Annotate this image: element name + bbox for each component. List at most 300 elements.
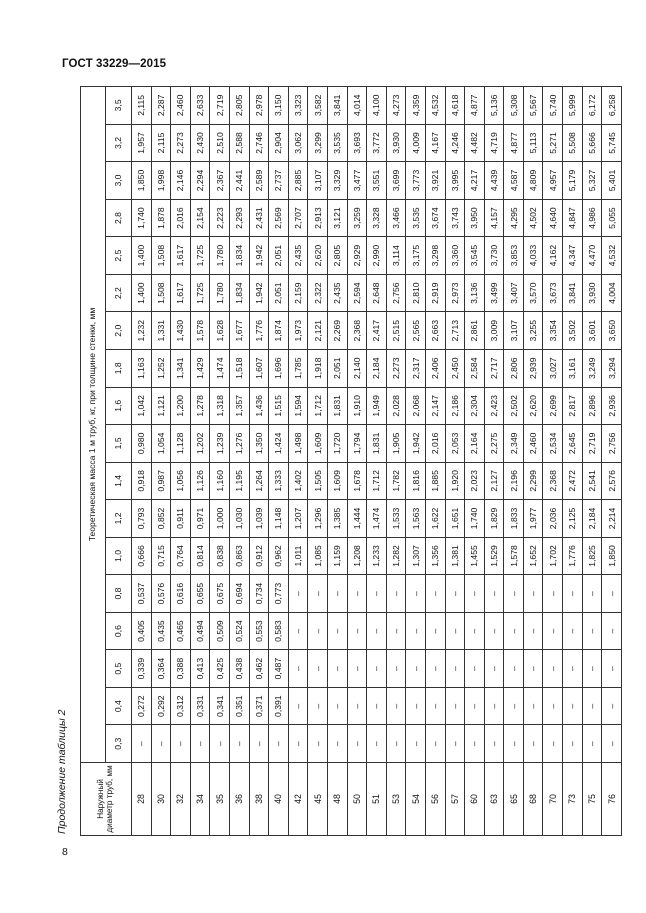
mass-cell: 1,725: [190, 237, 210, 275]
mass-cell: 1,533: [386, 500, 406, 538]
mass-cell: 3,841: [327, 87, 347, 125]
mass-cell: 2,565: [406, 312, 426, 350]
mass-cell: 1,529: [484, 537, 504, 575]
mass-cell: 2,053: [445, 425, 465, 463]
diameter-cell: 32: [171, 763, 191, 836]
mass-cell: 1,429: [190, 349, 210, 387]
mass-cell: 1,578: [504, 537, 524, 575]
mass-cell: 0,339: [132, 650, 152, 688]
mass-cell: –: [523, 575, 543, 613]
mass-cell: 2,154: [190, 199, 210, 237]
mass-cell: 2,936: [602, 387, 622, 425]
mass-cell: 1,385: [327, 500, 347, 538]
mass-cell: 4,009: [406, 124, 426, 162]
table-row: [504, 87, 524, 836]
mass-cell: 2,594: [347, 274, 367, 312]
mass-cell: 3,477: [347, 162, 367, 200]
mass-cell: –: [543, 612, 563, 650]
mass-cell: –: [132, 725, 152, 763]
mass-cell: 2,036: [543, 500, 563, 538]
table-row: [327, 87, 347, 836]
mass-cell: 0,734: [249, 575, 269, 613]
mass-cell: –: [288, 725, 308, 763]
mass-cell: 4,162: [543, 237, 563, 275]
mass-cell: 3,107: [504, 312, 524, 350]
mass-cell: –: [288, 612, 308, 650]
thickness-header: 0,3: [106, 725, 132, 763]
mass-cell: 4,587: [504, 162, 524, 200]
mass-cell: 2,645: [563, 425, 583, 463]
mass-cell: –: [406, 575, 426, 613]
mass-cell: 1,973: [288, 312, 308, 350]
mass-table: [80, 86, 622, 836]
mass-cell: 1,121: [151, 387, 171, 425]
mass-cell: –: [602, 575, 622, 613]
table-row: [425, 87, 445, 836]
mass-cell: 1,885: [425, 462, 445, 500]
thickness-header: 1,8: [106, 349, 132, 387]
mass-cell: 2,223: [210, 199, 230, 237]
diameter-cell: 73: [563, 763, 583, 836]
mass-cell: –: [563, 725, 583, 763]
mass-cell: –: [582, 725, 602, 763]
mass-cell: 0,838: [210, 537, 230, 575]
mass-cell: 2,431: [249, 199, 269, 237]
mass-cell: 0,911: [171, 500, 191, 538]
mass-cell: 2,929: [347, 237, 367, 275]
mass-cell: 2,534: [543, 425, 563, 463]
mass-cell: 1,850: [602, 537, 622, 575]
mass-cell: 2,584: [465, 349, 485, 387]
mass-cell: 4,640: [543, 199, 563, 237]
table-row: [523, 87, 543, 836]
mass-cell: 3,175: [406, 237, 426, 275]
mass-cell: 0,388: [171, 650, 191, 688]
mass-cell: 3,407: [504, 274, 524, 312]
mass-cell: 2,510: [210, 124, 230, 162]
mass-cell: 3,150: [269, 87, 289, 125]
mass-cell: 1,000: [210, 500, 230, 538]
mass-cell: 2,016: [425, 425, 445, 463]
diameter-cell: 34: [190, 763, 210, 836]
mass-cell: –: [465, 650, 485, 688]
mass-cell: 2,699: [543, 387, 563, 425]
mass-cell: 2,541: [582, 462, 602, 500]
table-row: [151, 87, 171, 836]
mass-cell: –: [602, 612, 622, 650]
thickness-header: 1,2: [106, 500, 132, 538]
table-row: [210, 87, 230, 836]
mass-cell: –: [582, 650, 602, 688]
mass-cell: 6,172: [582, 87, 602, 125]
mass-cell: 2,304: [465, 387, 485, 425]
mass-cell: 2,115: [151, 124, 171, 162]
mass-cell: 3,466: [386, 199, 406, 237]
mass-cell: –: [386, 575, 406, 613]
mass-cell: 1,042: [132, 387, 152, 425]
mass-cell: 1,780: [210, 237, 230, 275]
mass-cell: –: [406, 612, 426, 650]
diameter-cell: 75: [582, 763, 602, 836]
mass-cell: –: [425, 687, 445, 725]
mass-cell: –: [445, 650, 465, 688]
mass-cell: –: [543, 725, 563, 763]
mass-cell: 4,100: [367, 87, 387, 125]
mass-cell: 2,115: [132, 87, 152, 125]
mass-cell: 3,323: [288, 87, 308, 125]
mass-cell: 3,329: [327, 162, 347, 200]
mass-cell: –: [269, 725, 289, 763]
mass-cell: 2,417: [367, 312, 387, 350]
mass-cell: 1,233: [367, 537, 387, 575]
mass-cell: 1,794: [347, 425, 367, 463]
mass-cell: 2,125: [563, 500, 583, 538]
mass-cell: 2,588: [229, 124, 249, 162]
mass-cell: 0,438: [229, 650, 249, 688]
mass-cell: 1,202: [190, 425, 210, 463]
mass-cell: 4,877: [465, 87, 485, 125]
mass-cell: 1,712: [367, 462, 387, 500]
mass-cell: –: [386, 650, 406, 688]
mass-cell: 1,436: [249, 387, 269, 425]
mass-cell: 6,258: [602, 87, 622, 125]
mass-cell: –: [386, 687, 406, 725]
mass-cell: 0,537: [132, 575, 152, 613]
mass-cell: 1,834: [229, 237, 249, 275]
mass-cell: 1,515: [269, 387, 289, 425]
mass-cell: 3,950: [465, 199, 485, 237]
mass-cell: 5,745: [602, 124, 622, 162]
mass-cell: 2,147: [425, 387, 445, 425]
mass-cell: –: [465, 687, 485, 725]
mass-cell: 0,364: [151, 650, 171, 688]
mass-cell: 3,009: [484, 312, 504, 350]
mass-cell: 1,740: [465, 500, 485, 538]
mass-cell: 2,719: [582, 425, 602, 463]
mass-cell: 1,594: [288, 387, 308, 425]
mass-cell: 4,470: [582, 237, 602, 275]
mass-cell: 2,423: [484, 387, 504, 425]
mass-cell: 1,942: [406, 425, 426, 463]
table-row: [582, 87, 602, 836]
mass-cell: 2,502: [504, 387, 524, 425]
mass-cell: 3,027: [543, 349, 563, 387]
mass-cell: 3,570: [523, 274, 543, 312]
mass-cell: 0,814: [190, 537, 210, 575]
thickness-header: 0,4: [106, 687, 132, 725]
mass-cell: 1,651: [445, 500, 465, 538]
mass-cell: 2,184: [367, 349, 387, 387]
table-row: [190, 87, 210, 836]
mass-cell: 3,551: [367, 162, 387, 200]
table-row: [367, 87, 387, 836]
mass-cell: 1,617: [171, 237, 191, 275]
mass-cell: 2,322: [308, 274, 328, 312]
mass-cell: –: [563, 687, 583, 725]
thickness-header: 2,2: [106, 274, 132, 312]
mass-cell: 1,200: [171, 387, 191, 425]
mass-cell: –: [406, 687, 426, 725]
mass-cell: 0,980: [132, 425, 152, 463]
mass-cell: 3,107: [308, 162, 328, 200]
mass-cell: 3,841: [563, 274, 583, 312]
mass-cell: 2,068: [406, 387, 426, 425]
mass-cell: –: [288, 650, 308, 688]
mass-cell: 2,620: [523, 387, 543, 425]
mass-cell: –: [367, 650, 387, 688]
mass-cell: 2,146: [171, 162, 191, 200]
mass-cell: –: [308, 575, 328, 613]
mass-cell: 3,299: [308, 124, 328, 162]
mass-cell: 2,707: [288, 199, 308, 237]
diameter-cell: 56: [425, 763, 445, 836]
mass-cell: 2,164: [465, 425, 485, 463]
mass-cell: –: [445, 612, 465, 650]
mass-cell: 3,259: [347, 199, 367, 237]
mass-cell: 1,977: [523, 500, 543, 538]
mass-cell: 4,347: [563, 237, 583, 275]
mass-cell: 1,677: [229, 312, 249, 350]
thickness-header: 2,8: [106, 199, 132, 237]
mass-cell: 2,717: [484, 349, 504, 387]
mass-cell: –: [484, 687, 504, 725]
mass-cell: 3,161: [563, 349, 583, 387]
mass-cell: 0,764: [171, 537, 191, 575]
mass-cell: 2,406: [425, 349, 445, 387]
mass-cell: –: [445, 575, 465, 613]
mass-cell: 2,184: [582, 500, 602, 538]
mass-cell: 1,609: [327, 462, 347, 500]
mass-cell: 2,990: [367, 237, 387, 275]
mass-cell: 4,295: [504, 199, 524, 237]
mass-cell: –: [425, 612, 445, 650]
mass-cell: 3,298: [425, 237, 445, 275]
mass-cell: 1,910: [347, 387, 367, 425]
mass-cell: 1,942: [249, 237, 269, 275]
mass-cell: 3,699: [386, 162, 406, 200]
mass-cell: 0,391: [269, 687, 289, 725]
mass-cell: –: [406, 725, 426, 763]
mass-cell: 2,737: [269, 162, 289, 200]
mass-cell: 1,949: [367, 387, 387, 425]
table-row: [288, 87, 308, 836]
mass-cell: 0,694: [229, 575, 249, 613]
mass-cell: 2,186: [445, 387, 465, 425]
mass-cell: 2,817: [563, 387, 583, 425]
mass-cell: 0,971: [190, 500, 210, 538]
mass-cell: 1,617: [171, 274, 191, 312]
mass-cell: 4,502: [523, 199, 543, 237]
mass-cell: 0,655: [190, 575, 210, 613]
mass-cell: 5,567: [523, 87, 543, 125]
mass-cell: 1,207: [288, 500, 308, 538]
mass-cell: 0,553: [249, 612, 269, 650]
table-row: [347, 87, 367, 836]
mass-cell: 2,435: [288, 237, 308, 275]
mass-cell: 3,535: [327, 124, 347, 162]
header-row-main: [81, 87, 106, 836]
mass-cell: –: [367, 612, 387, 650]
mass-cell: 2,569: [269, 199, 289, 237]
diameter-cell: 53: [386, 763, 406, 836]
mass-cell: 3,582: [308, 87, 328, 125]
mass-cell: 2,620: [308, 237, 328, 275]
mass-cell: 2,450: [445, 349, 465, 387]
mass-cell: 3,360: [445, 237, 465, 275]
mass-cell: 0,312: [171, 687, 191, 725]
thickness-header-row: [106, 87, 132, 836]
mass-cell: 2,159: [288, 274, 308, 312]
mass-cell: 1,920: [445, 462, 465, 500]
mass-cell: 4,847: [563, 199, 583, 237]
mass-cell: 5,055: [602, 199, 622, 237]
mass-cell: 5,508: [563, 124, 583, 162]
mass-cell: 5,666: [582, 124, 602, 162]
table-caption: Продолжение таблицы 2: [56, 709, 68, 834]
mass-cell: 1,780: [210, 274, 230, 312]
mass-cell: –: [465, 725, 485, 763]
mass-cell: 3,921: [425, 162, 445, 200]
mass-cell: –: [484, 650, 504, 688]
mass-cell: 1,208: [347, 537, 367, 575]
table-row: [602, 87, 622, 836]
mass-cell: –: [465, 612, 485, 650]
mass-cell: –: [425, 575, 445, 613]
mass-cell: 1,518: [229, 349, 249, 387]
mass-cell: 3,995: [445, 162, 465, 200]
mass-cell: 0,524: [229, 612, 249, 650]
diameter-header: Наружный диаметр труб, мм: [81, 763, 132, 836]
mass-cell: –: [582, 687, 602, 725]
document-header: ГОСТ 33229—2015: [62, 58, 167, 70]
mass-cell: –: [602, 725, 622, 763]
mass-cell: 1,356: [425, 537, 445, 575]
mass-cell: 0,413: [190, 650, 210, 688]
mass-cell: 3,930: [582, 274, 602, 312]
mass-cell: 2,273: [171, 124, 191, 162]
table-row: [563, 87, 583, 836]
mass-cell: 1,239: [210, 425, 230, 463]
mass-cell: 0,371: [249, 687, 269, 725]
mass-cell: 4,877: [504, 124, 524, 162]
table-row: [484, 87, 504, 836]
mass-cell: 1,163: [132, 349, 152, 387]
mass-cell: 1,474: [210, 349, 230, 387]
mass-cell: 0,666: [132, 537, 152, 575]
mass-cell: 4,986: [582, 199, 602, 237]
mass-cell: 0,351: [229, 687, 249, 725]
mass-cell: 1,833: [504, 500, 524, 538]
mass-cell: –: [347, 612, 367, 650]
mass-cell: –: [543, 650, 563, 688]
mass-cell: 3,499: [484, 274, 504, 312]
mass-cell: –: [543, 575, 563, 613]
mass-cell: 0,793: [132, 500, 152, 538]
mass-cell: 0,918: [132, 462, 152, 500]
mass-cell: 3,328: [367, 199, 387, 237]
mass-cell: 1,400: [132, 237, 152, 275]
mass-cell: 2,051: [327, 349, 347, 387]
mass-cell: 3,674: [425, 199, 445, 237]
mass-cell: 1,498: [288, 425, 308, 463]
page-number: 8: [62, 846, 68, 858]
mass-cell: 1,400: [132, 274, 152, 312]
mass-cell: 3,650: [602, 312, 622, 350]
mass-cell: 4,033: [523, 237, 543, 275]
table-row: [132, 87, 152, 836]
mass-cell: 0,576: [151, 575, 171, 613]
mass-cell: 3,502: [563, 312, 583, 350]
mass-cell: 2,269: [327, 312, 347, 350]
mass-cell: –: [151, 725, 171, 763]
mass-cell: 1,444: [347, 500, 367, 538]
mass-header: Теоретическая масса 1 м труб, кг, при толщине стенки, мм: [81, 87, 106, 763]
mass-cell: 1,128: [171, 425, 191, 463]
thickness-header: 1,6: [106, 387, 132, 425]
mass-cell: 0,341: [210, 687, 230, 725]
mass-cell: –: [523, 687, 543, 725]
mass-cell: –: [327, 575, 347, 613]
thickness-header: 3,0: [106, 162, 132, 200]
mass-cell: 3,121: [327, 199, 347, 237]
mass-cell: 1,652: [523, 537, 543, 575]
thickness-header: 3,5: [106, 87, 132, 125]
mass-cell: 1,381: [445, 537, 465, 575]
mass-cell: 4,439: [484, 162, 504, 200]
mass-cell: –: [523, 725, 543, 763]
mass-cell: 3,930: [386, 124, 406, 162]
mass-cell: –: [171, 725, 191, 763]
mass-cell: 1,776: [249, 312, 269, 350]
mass-cell: 3,294: [602, 349, 622, 387]
mass-cell: 1,696: [269, 349, 289, 387]
mass-cell: 2,805: [327, 237, 347, 275]
mass-cell: 4,167: [425, 124, 445, 162]
mass-cell: 0,465: [171, 612, 191, 650]
thickness-header: 0,5: [106, 650, 132, 688]
mass-cell: 0,425: [210, 650, 230, 688]
mass-cell: 0,852: [151, 500, 171, 538]
mass-cell: 1,609: [308, 425, 328, 463]
mass-cell: 1,505: [308, 462, 328, 500]
mass-cell: 2,140: [347, 349, 367, 387]
mass-cell: 1,725: [190, 274, 210, 312]
mass-cell: 2,746: [249, 124, 269, 162]
thickness-header: 2,0: [106, 312, 132, 350]
mass-cell: 2,973: [445, 274, 465, 312]
mass-cell: 1,252: [151, 349, 171, 387]
mass-cell: 2,275: [484, 425, 504, 463]
mass-cell: –: [288, 687, 308, 725]
diameter-cell: 35: [210, 763, 230, 836]
mass-cell: –: [327, 612, 347, 650]
mass-cell: 4,217: [465, 162, 485, 200]
mass-cell: 4,532: [602, 237, 622, 275]
mass-cell: 3,535: [406, 199, 426, 237]
mass-cell: 4,482: [465, 124, 485, 162]
mass-cell: 1,276: [229, 425, 249, 463]
diameter-cell: 65: [504, 763, 524, 836]
table-row: [171, 87, 191, 836]
mass-cell: 1,455: [465, 537, 485, 575]
mass-cell: –: [523, 612, 543, 650]
mass-cell: 1,126: [190, 462, 210, 500]
mass-cell: 1,622: [425, 500, 445, 538]
mass-cell: 1,957: [132, 124, 152, 162]
mass-cell: 3,773: [406, 162, 426, 200]
mass-cell: 3,255: [523, 312, 543, 350]
mass-cell: 2,121: [308, 312, 328, 350]
